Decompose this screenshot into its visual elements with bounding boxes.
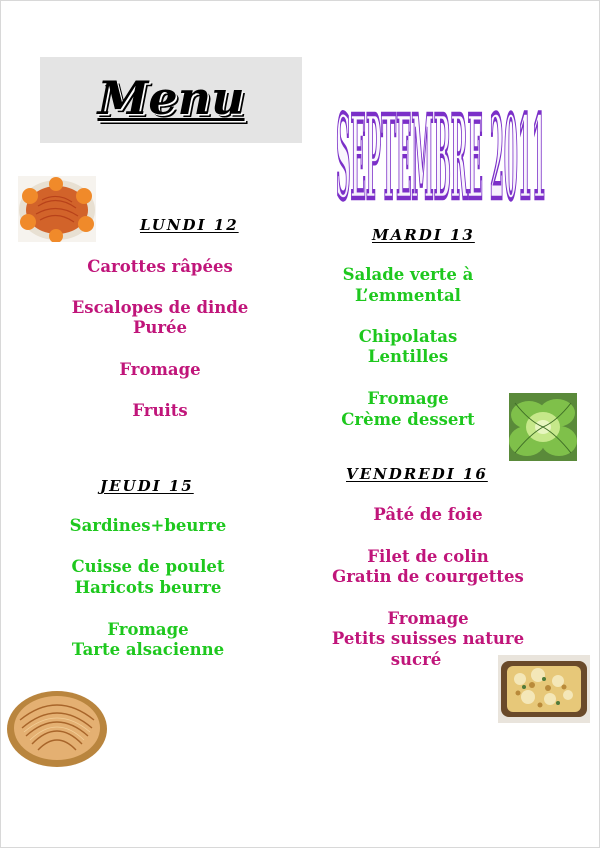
lettuce-photo <box>509 393 577 461</box>
month-title: SEPTEMBRE 2011 <box>336 90 546 204</box>
day-heading-friday: VENDREDI 16 <box>346 465 488 483</box>
dish-friday-main: Filet de colin <box>367 547 489 566</box>
carrot-salad-photo <box>18 176 96 242</box>
dish-thursday-side: Haricots beurre <box>74 578 222 597</box>
month-title-art <box>332 80 550 204</box>
dish-monday-starter: Carottes râpées <box>87 257 233 276</box>
day-heading-monday: LUNDI 12 <box>140 216 239 234</box>
dish-monday-main: Escalopes de dinde <box>71 298 249 317</box>
dish-tuesday-cheese: Fromage <box>367 389 449 408</box>
dish-monday-cheese: Fromage <box>119 360 201 379</box>
dish-tuesday-starter-line2: L’emmental <box>355 286 461 305</box>
dish-thursday-starter: Sardines+beurre <box>69 516 227 535</box>
dish-tuesday-dessert: Crème dessert <box>341 410 475 429</box>
dish-thursday-dessert: Tarte alsacienne <box>71 640 225 659</box>
dish-friday-starter: Pâté de foie <box>373 505 483 524</box>
dish-friday-side: Gratin de courgettes <box>332 567 524 586</box>
dish-thursday-main: Cuisse de poulet <box>71 557 225 576</box>
dish-friday-dessert-line1: Petits suisses nature <box>331 629 525 648</box>
menu-title-box <box>40 57 302 143</box>
day-heading-thursday: JEUDI 15 <box>100 477 194 495</box>
day-heading-tuesday: MARDI 13 <box>372 226 475 244</box>
dish-tuesday-starter-line1: Salade verte à <box>342 265 474 284</box>
dish-monday-side: Purée <box>132 318 188 337</box>
dish-thursday-cheese: Fromage <box>107 620 189 639</box>
dish-friday-cheese: Fromage <box>387 609 469 628</box>
apple-tart-photo <box>4 686 110 772</box>
dish-tuesday-side: Lentilles <box>367 347 449 366</box>
dish-friday-dessert-line2: sucré <box>390 650 442 669</box>
dish-monday-dessert: Fruits <box>132 401 188 420</box>
menu-title: Menu <box>97 71 245 125</box>
dish-tuesday-main: Chipolatas <box>358 327 458 346</box>
